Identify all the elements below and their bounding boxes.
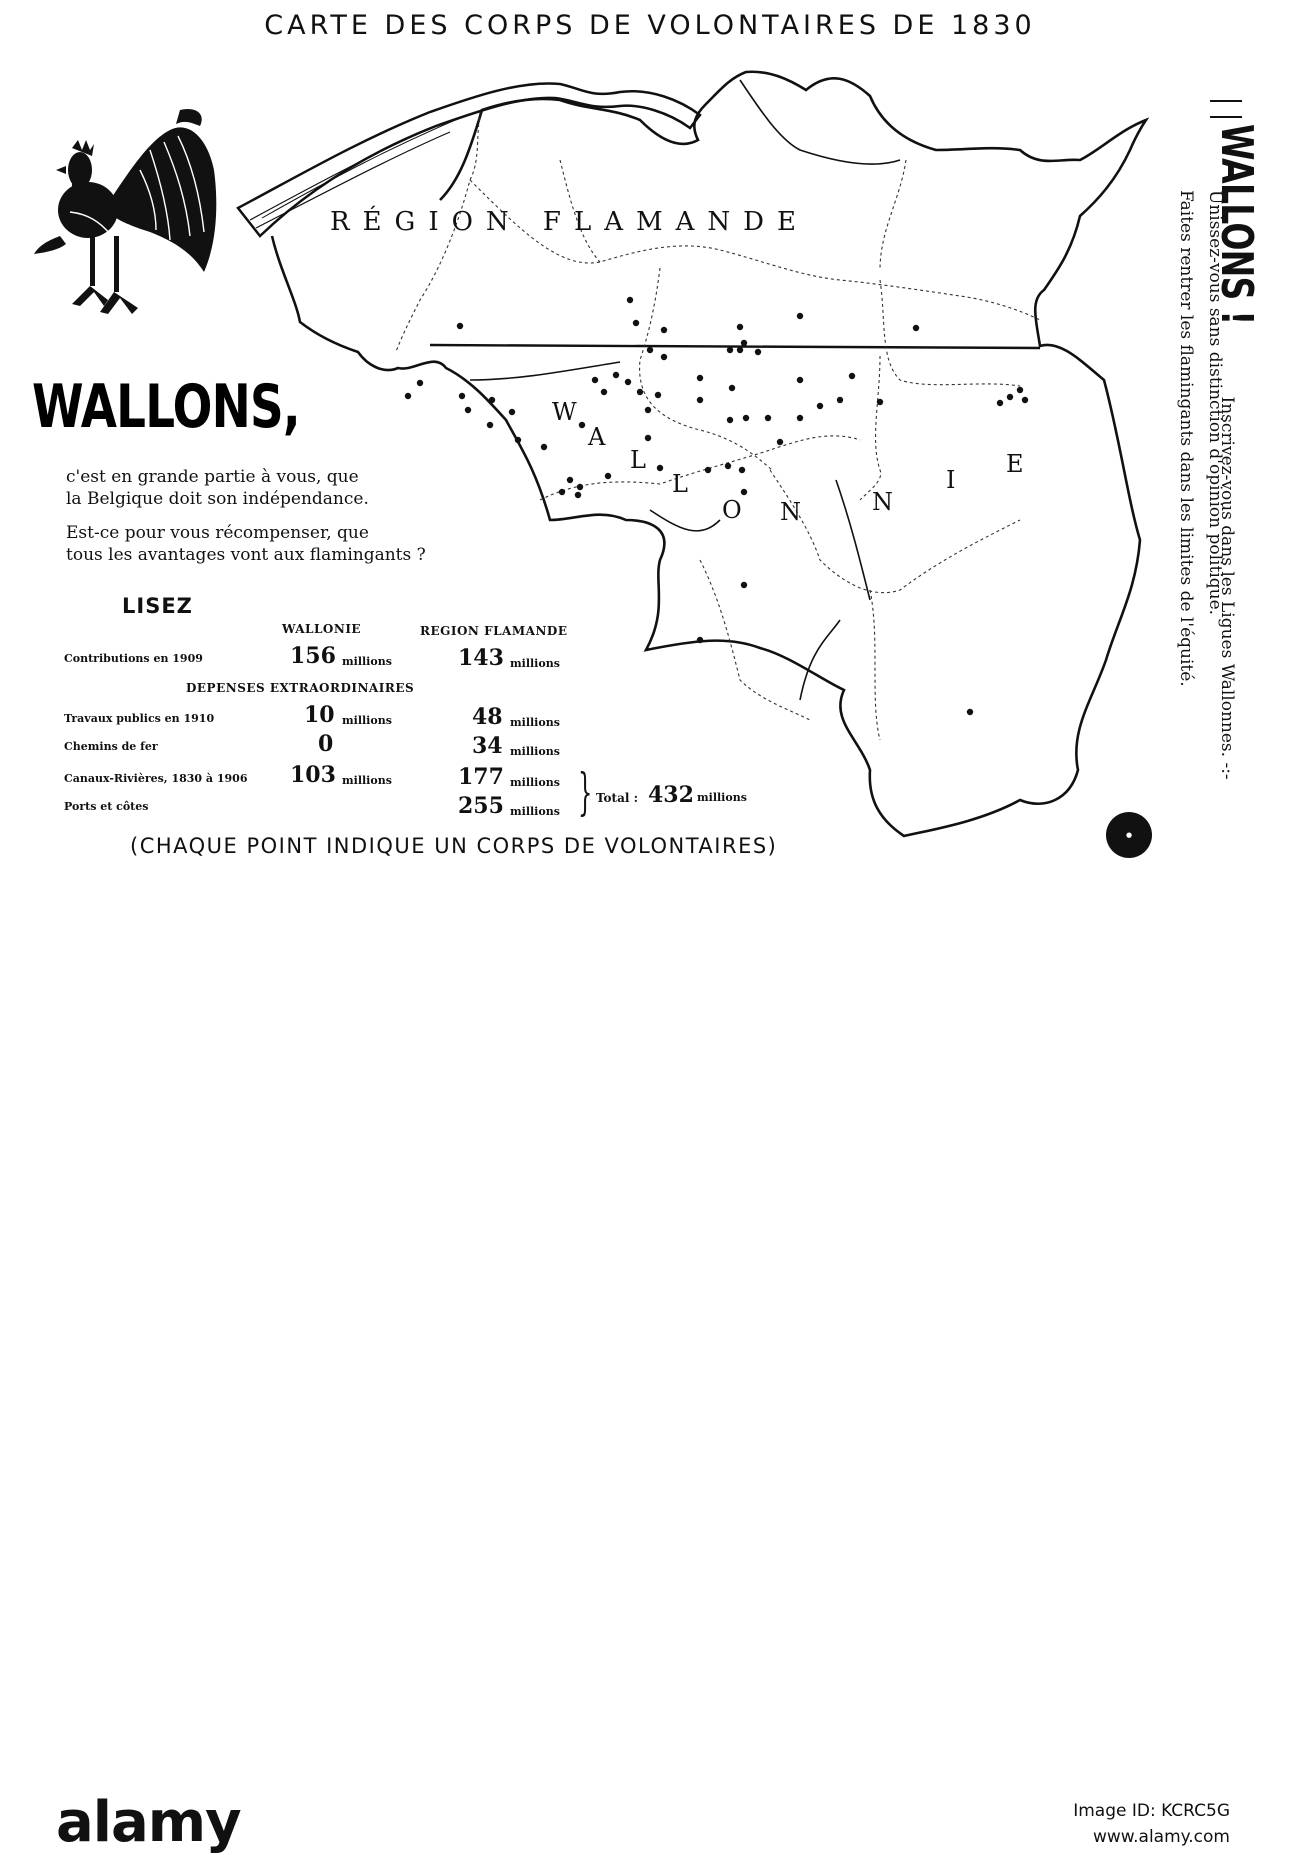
row-label-ports: Ports et côtes [64, 800, 149, 813]
rooster-icon [34, 109, 216, 314]
volunteer-dot [637, 389, 643, 395]
paragraph-recompense: Est-ce pour vous récompenser, que tous les avantages vont aux flamingants ? [66, 523, 426, 565]
volunteer-dot [575, 492, 581, 498]
volunteer-dot [997, 400, 1003, 406]
watermark-bar [0, 890, 1300, 1855]
volunteer-dot [777, 439, 783, 445]
volunteer-dot [743, 415, 749, 421]
volunteer-dot [661, 354, 667, 360]
svg-text:N: N [780, 498, 801, 526]
vertical-appeal-line3: Faites rentrer les flamingants dans les limites de l'équité. [1176, 190, 1196, 687]
svg-text:N: N [872, 488, 893, 516]
volunteer-dot [601, 389, 607, 395]
volunteer-dot [741, 340, 747, 346]
poster [0, 0, 1300, 890]
value-flamande-contributions: 143 [458, 645, 504, 671]
total-unit: millions [697, 791, 747, 804]
label-region-flamande: RÉGION FLAMANDE [330, 207, 809, 237]
volunteer-dot [657, 465, 663, 471]
volunteer-dot [797, 377, 803, 383]
publisher-stamp-icon: ● [1106, 812, 1152, 858]
volunteer-dot [645, 435, 651, 441]
volunteer-dot [465, 407, 471, 413]
volunteer-dot [737, 347, 743, 353]
col-header-flamande: REGION FLAMANDE [420, 624, 568, 638]
volunteer-dot [729, 385, 735, 391]
volunteer-dot [741, 582, 747, 588]
volunteer-dot [405, 393, 411, 399]
volunteer-dot [697, 637, 703, 643]
volunteer-dot [625, 379, 631, 385]
unit: millions [342, 774, 392, 787]
volunteer-dot [913, 325, 919, 331]
alamy-logo: alamy [56, 1790, 241, 1855]
svg-text:L: L [630, 446, 646, 474]
volunteer-dot [459, 393, 465, 399]
volunteer-dot [567, 477, 573, 483]
value-flamande-ports: 255 [458, 793, 504, 819]
volunteer-dot [645, 407, 651, 413]
volunteer-dot [605, 473, 611, 479]
headline-wallons: WALLONS, [32, 372, 300, 442]
volunteer-dot [697, 397, 703, 403]
value-wallonie-canaux: 103 [290, 762, 336, 788]
volunteer-dot [489, 397, 495, 403]
volunteer-dot [1007, 394, 1013, 400]
row-label-contributions: Contributions en 1909 [64, 652, 203, 665]
unit: millions [510, 716, 560, 729]
total-value: 432 [648, 782, 694, 808]
value-wallonie-travaux: 10 [304, 702, 335, 728]
svg-text:I: I [946, 466, 956, 494]
belgium-map [0, 0, 1300, 890]
value-wallonie-chemins: 0 [318, 731, 334, 757]
svg-text:O: O [722, 496, 742, 524]
volunteer-dot [487, 422, 493, 428]
volunteer-dot [739, 467, 745, 473]
volunteer-dot [725, 463, 731, 469]
volunteer-dot [797, 415, 803, 421]
volunteer-dot [655, 392, 661, 398]
volunteer-dot [849, 373, 855, 379]
row-label-chemins: Chemins de fer [64, 740, 158, 753]
volunteer-dot [697, 375, 703, 381]
volunteer-dot [1017, 387, 1023, 393]
total-brace: } [578, 763, 593, 821]
value-flamande-travaux: 48 [472, 704, 503, 730]
volunteer-dot [509, 409, 515, 415]
vertical-appeal-line2: Unissez-vous sans distinction d'opinion politique. [1205, 190, 1225, 616]
volunteer-dot [559, 489, 565, 495]
svg-text:L: L [672, 470, 688, 498]
volunteer-dot [579, 422, 585, 428]
volunteer-dot [797, 313, 803, 319]
unit: millions [342, 655, 392, 668]
volunteer-dot [737, 324, 743, 330]
volunteer-dot [592, 377, 598, 383]
total-label: Total : [596, 791, 639, 805]
volunteer-dot [727, 417, 733, 423]
volunteer-dot [877, 399, 883, 405]
footer-caption: (CHAQUE POINT INDIQUE UN CORPS DE VOLONTAIRES) [130, 834, 778, 858]
volunteer-dot [755, 349, 761, 355]
row-label-travaux: Travaux publics en 1910 [64, 712, 215, 725]
volunteer-dot [577, 484, 583, 490]
unit: millions [510, 805, 560, 818]
volunteer-dot [613, 372, 619, 378]
volunteer-dot [417, 380, 423, 386]
volunteer-dot [515, 437, 521, 443]
volunteer-dot [541, 444, 547, 450]
volunteer-dot [741, 489, 747, 495]
row-label-canaux: Canaux-Rivières, 1830 à 1906 [64, 772, 248, 785]
value-flamande-chemins: 34 [472, 733, 503, 759]
alamy-image-info: Image ID: KCRC5G www.alamy.com [1073, 1801, 1230, 1847]
volunteer-dot [967, 709, 973, 715]
paragraph-independence: c'est en grande partie à vous, que la Belgique doit son indépendance. [66, 467, 369, 509]
volunteer-dot [817, 403, 823, 409]
volunteer-dot [661, 327, 667, 333]
label-wallonie [552, 398, 1024, 526]
volunteer-dot [727, 347, 733, 353]
unit: millions [510, 776, 560, 789]
linguistic-border [430, 345, 1040, 348]
svg-text:W: W [552, 398, 577, 426]
volunteer-dot [627, 297, 633, 303]
value-wallonie-contributions: 156 [290, 643, 336, 669]
value-flamande-canaux: 177 [458, 764, 504, 790]
volunteer-dot [1022, 397, 1028, 403]
volunteer-dot [633, 320, 639, 326]
volunteer-dot [647, 347, 653, 353]
volunteer-dot [765, 415, 771, 421]
unit: millions [510, 657, 560, 670]
unit: millions [342, 714, 392, 727]
volunteer-dot [705, 467, 711, 473]
svg-text:A: A [588, 423, 606, 451]
col-header-wallonie: WALLONIE [282, 622, 362, 636]
section-depenses: DEPENSES EXTRAORDINAIRES [186, 681, 415, 695]
vertical-appeal-line1: WALLONS ! Inscrivez-vous dans les Ligues Wallonnes. -:- [1211, 100, 1263, 780]
unit: millions [510, 745, 560, 758]
svg-text:E: E [1006, 450, 1024, 478]
lisez-heading: LISEZ [122, 594, 193, 618]
volunteer-dot [837, 397, 843, 403]
volunteer-dot [457, 323, 463, 329]
poster-title: CARTE DES CORPS DE VOLONTAIRES DE 1830 [264, 10, 1036, 41]
